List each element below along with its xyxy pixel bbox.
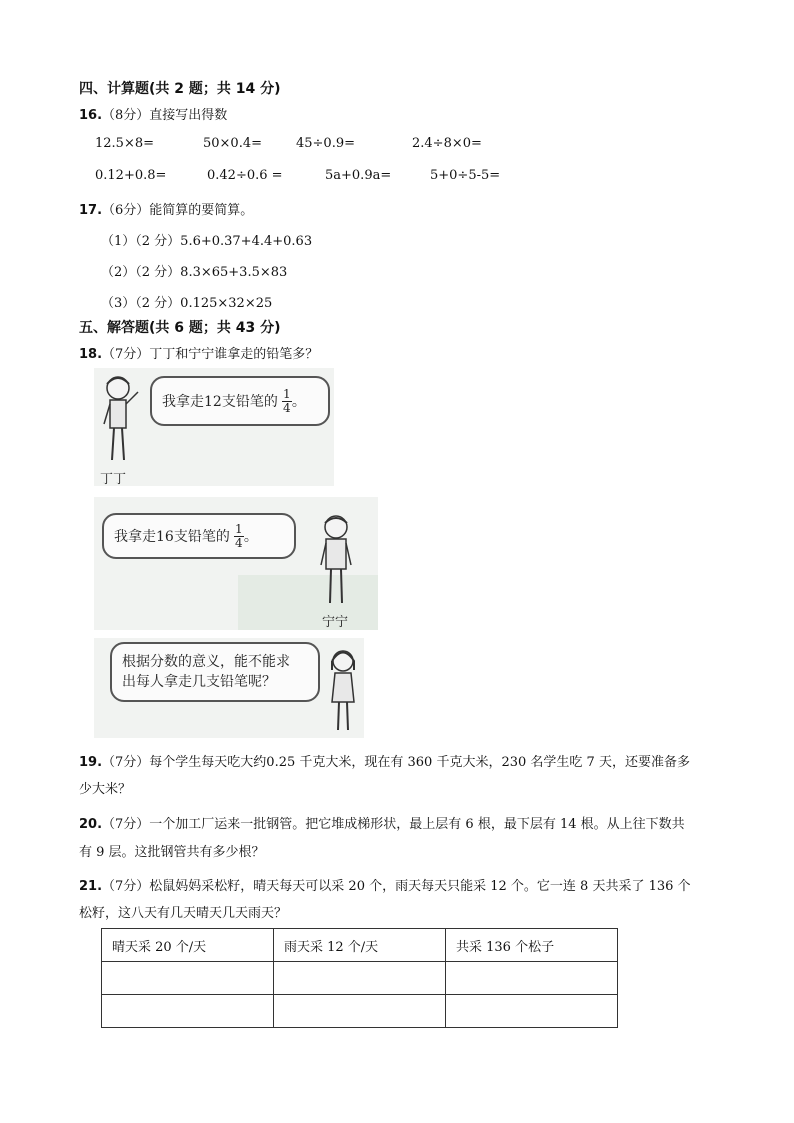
- calc-item: 2.4÷8×0=: [412, 136, 482, 151]
- question-20: [79, 813, 685, 832]
- subquestion: （3）（2 分）0.125×32×25: [101, 296, 273, 311]
- calc-item: 0.12+0.8=: [95, 168, 167, 183]
- question-text-continued: 有 9 层。这批钢管共有多少根？: [79, 845, 265, 860]
- speech-text: 我拿走12支铅笔的: [162, 394, 278, 410]
- boy-figure-icon: [98, 372, 142, 464]
- question-21: [79, 875, 691, 894]
- question-text: （7分）松鼠妈妈采松籽，晴天每天可以采 20 个，雨天每天只能采 12 个。它一连 8 天共采了 136 个: [102, 879, 691, 894]
- table-cell[interactable]: [446, 995, 618, 1028]
- table-header-cell: 晴天采 20 个/天: [102, 929, 274, 962]
- table-header-cell: 雨天采 12 个/天: [274, 929, 446, 962]
- speech-line: 根据分数的意义，能不能求: [122, 654, 290, 670]
- calc-item: 5a+0.9a=: [325, 168, 392, 183]
- calc-item: 5+0÷5-5=: [430, 168, 501, 183]
- question-number: 20.: [79, 817, 103, 832]
- table-cell[interactable]: [102, 995, 274, 1028]
- speech-bubble: 我拿走12支铅笔的 $\frac{1}{4}$ 。: [150, 376, 330, 426]
- speech-text: 我拿走16支铅笔的: [114, 529, 230, 545]
- question-number: 17.: [79, 203, 103, 218]
- calc-item: 50×0.4=: [203, 136, 263, 151]
- speech-bubble: [110, 642, 320, 702]
- question-number: 18.: [79, 347, 103, 362]
- question-text-continued: 少大米？: [79, 782, 132, 797]
- caption: 丁丁: [100, 472, 127, 487]
- question-text: （7分）一个加工厂运来一批钢管。把它堆成梯形状，最上层有 6 根，最下层有 14 根。从上往下数共: [102, 817, 685, 832]
- question-text: （7分）每个学生每天吃大约0.25 千克大米，现在有 360 千克大米，230 名学生吃 7 天，还要准备多: [102, 755, 690, 770]
- calc-item: 12.5×8=: [95, 136, 155, 151]
- question-16: [79, 104, 227, 123]
- question-text: （7分）丁丁和宁宁谁拿走的铅笔多？: [102, 347, 319, 362]
- section5-heading: 五、解答题(共 6 题；共 43 分): [79, 320, 281, 336]
- table-header-row: [102, 929, 618, 962]
- table-cell[interactable]: [446, 962, 618, 995]
- table-cell[interactable]: [102, 962, 274, 995]
- girl-figure-icon: [326, 648, 360, 734]
- question-18: [79, 343, 318, 362]
- calc-item: 0.42÷0.6 =: [207, 168, 283, 183]
- question-number: 21.: [79, 879, 103, 894]
- question-number: 16.: [79, 108, 103, 123]
- calc-item: 45÷0.9=: [296, 136, 356, 151]
- question-17: [79, 199, 253, 218]
- question-text: （8分）直接写出得数: [102, 108, 228, 123]
- question-text: （6分）能简算的要简算。: [102, 203, 254, 218]
- table-cell[interactable]: [274, 995, 446, 1028]
- boy-figure-icon: [316, 513, 356, 609]
- illustration-dingding: [94, 368, 334, 486]
- table-cell[interactable]: [274, 962, 446, 995]
- subquestion: （1）（2 分）5.6+0.37+4.4+0.63: [101, 234, 313, 249]
- table-row: [102, 962, 618, 995]
- fraction: $\frac{1}{4}$: [283, 386, 291, 415]
- illustration-ningning: [94, 497, 378, 630]
- answer-table: [101, 928, 618, 1028]
- speech-bubble: 我拿走16支铅笔的 $\frac{1}{4}$ 。: [102, 513, 296, 559]
- question-19: [79, 751, 690, 770]
- question-number: 19.: [79, 755, 103, 770]
- fraction: $\frac{1}{4}$: [235, 521, 243, 550]
- section4-heading: 四、计算题(共 2 题；共 14 分): [79, 81, 281, 97]
- question-text-continued: 松籽，这八天有几天晴天几天雨天？: [79, 906, 288, 921]
- table-row: [102, 995, 618, 1028]
- table-header-cell: 共采 136 个松子: [446, 929, 618, 962]
- caption: 宁宁: [322, 615, 349, 630]
- illustration-girl: [94, 638, 364, 738]
- subquestion: （2）（2 分）8.3×65+3.5×83: [101, 265, 288, 280]
- speech-line: 出每人拿走几支铅笔呢？: [122, 674, 276, 690]
